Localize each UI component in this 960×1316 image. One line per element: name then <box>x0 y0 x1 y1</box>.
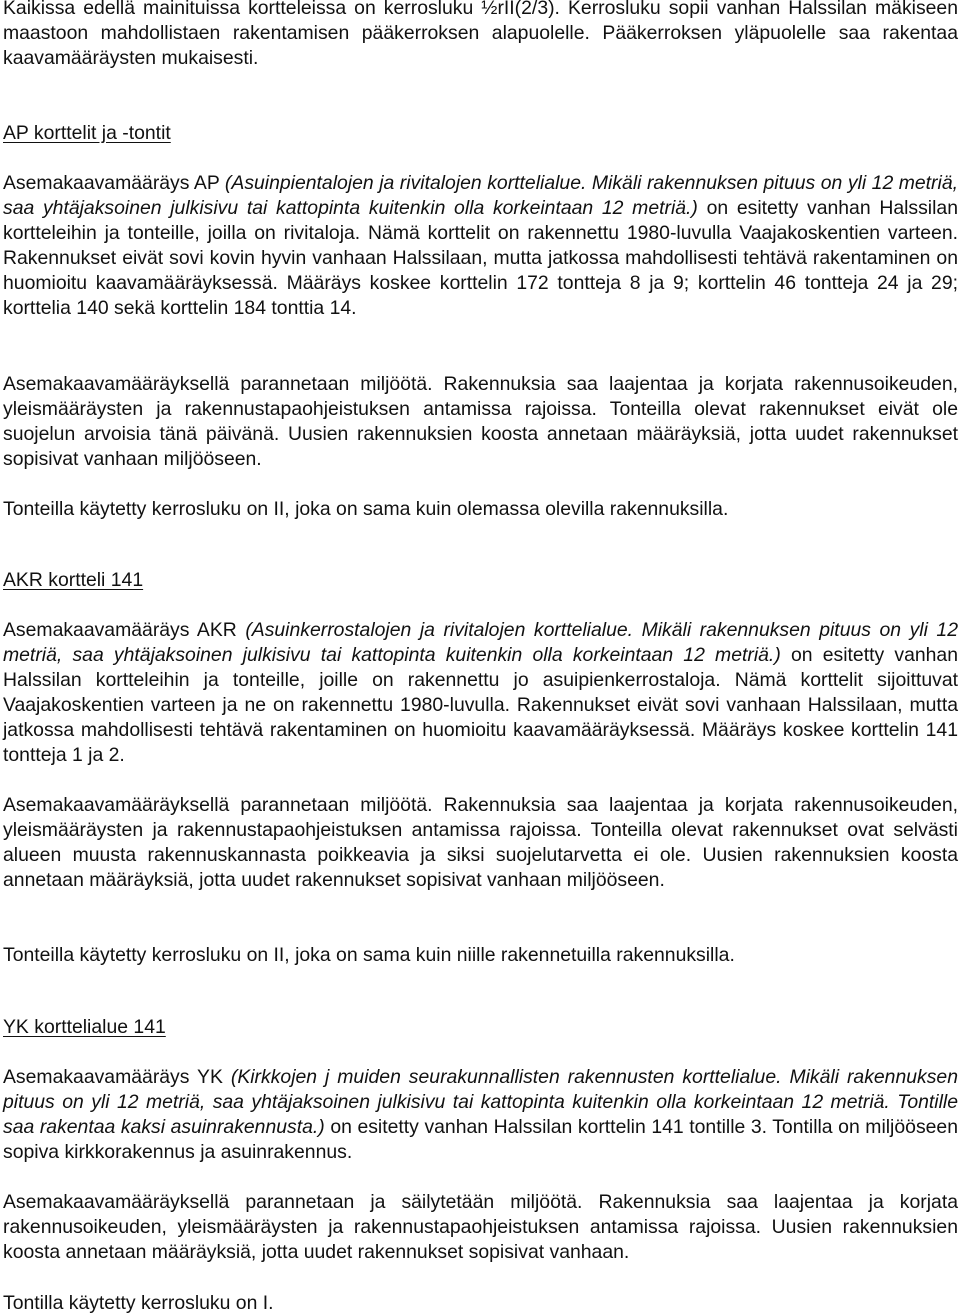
akr-paragraph-2: Asemakaavamääräyksellä parannetaan miljöötä. Rakennuksia saa laajentaa ja korjata rakennusoikeuden, yleismääräysten ja rakennustapaohjeistuksen antamissa rajoissa. Tonteilla olevat rakennukset ovat selvästi alueen muusta rakennuskannasta poikkeavia ja siksi suojelutarvetta ei ole. Uusien rakennuksien koosta annetaan määräyksiä, jotta uudet rakennukset sopisivat vanhaan miljööseen. <box>3 794 958 891</box>
akr-p1-lead: Asemakaavamääräys AKR <box>3 619 246 641</box>
akr-p1-italic: (Asuinkerrostalojen ja rivitalojen korttelialue. Mikäli rakennuksen pituus on yli 12 metriä, saa yhtäjaksoinen julkisivu tai kattopinta kuitenkin olla korkeintaan 12 metriä.) <box>3 619 958 666</box>
akr-heading: AKR kortteli 141 <box>3 569 144 591</box>
akr-p1-rest: on esitetty vanhan Halssilan kortteleihin ja tonteille, joille on rakennettu jo asuipienkerrostaloja. Nämä korttelit sijoittuvat Vaajakoskentien varteen ja ne on rakennettu 1980-luvulla. Rakennukset eivät sovi vanhaan Halssilaan, mutta jatkossa mahdollisesti tehtävä rakentaminen on huomioitu kaavamääräyksessä. Määräys koskee korttelin 141 tontteja 1 ja 2. <box>3 644 958 766</box>
ap-p1-rest: on esitetty vanhan Halssilan kortteleihin ja tonteille, joilla on rivitaloja. Nämä korttelit on rakennettu 1980-luvulla Vaajakoskentien varteen. Rakennukset eivät sovi kovin hyvin vanhaan Halssilaan, mutta jatkossa mahdollisesti tehtävä rakentaminen on huomioitu kaavamääräyksessä. Määräys koskee korttelin 172 tontteja 8 ja 9; korttelin 46 tontteja 24 ja 29; korttelia 140 sekä korttelin 184 tonttia 14. <box>3 197 958 319</box>
akr-paragraph-1 <box>3 618 958 768</box>
yk-p1-italic: (Kirkkojen j muiden seurakunnallisten rakennusten korttelialue. Mikäli rakennuksen pituus on yli 12 metriä, saa yhtäjaksoinen julkisivu tai kattopinta kuitenkin olla korkeintaan 12 metriä. Tontille saa rakentaa kaksi asuinrakennusta.) <box>3 1066 958 1138</box>
ap-paragraph-1 <box>3 171 958 321</box>
ap-p1-italic: (Asuinpientalojen ja rivitalojen korttelialue. Mikäli rakennuksen pituus on yli 12 metriä, saa yhtäjaksoinen julkisivu tai kattopinta kuitenkin olla korkeintaan 12 metriä.) <box>3 172 958 219</box>
ap-paragraph-3: Tonteilla käytetty kerrosluku on II, joka on sama kuin olemassa olevilla rakennuksilla. <box>3 498 729 520</box>
akr-paragraph-3: Tonteilla käytetty kerrosluku on II, joka on sama kuin niille rakennetuilla rakennuksilla. <box>3 944 735 966</box>
ap-heading: AP korttelit ja -tontit <box>3 122 171 144</box>
yk-p1-lead: Asemakaavamääräys YK <box>3 1066 231 1088</box>
ap-paragraph-2: Asemakaavamääräyksellä parannetaan miljöötä. Rakennuksia saa laajentaa ja korjata rakennusoikeuden, yleismääräysten ja rakennustapaohjeistuksen antamissa rajoissa. Tonteilla olevat rakennukset eivät ole suojelun arvoisia tänä päivänä. Uusien rakennuksien koosta annetaan määräyksiä, jotta uudet rakennukset sopisivat vanhaan miljööseen. <box>3 373 958 470</box>
yk-paragraph-3: Tontilla käytetty kerrosluku on I. <box>3 1292 274 1314</box>
yk-p1-rest: on esitetty vanhan Halssilan korttelin 141 tontille 3. Tontilla on miljööseen sopiva kirkkorakennus ja asuinrakennus. <box>3 1116 958 1163</box>
ap-p1-lead: Asemakaavamääräys AP <box>3 172 225 194</box>
yk-paragraph-1 <box>3 1065 958 1165</box>
intro-paragraph: Kaikissa edellä mainituissa kortteleissa on kerrosluku ½rII(2/3). Kerrosluku sopii vanhan Halssilan mäkiseen maastoon mahdollistaen rakentamisen pääkerroksen alapuolelle. Pääkerroksen yläpuolelle saa rakentaa kaavamääräysten mukaisesti. <box>3 0 958 69</box>
yk-heading: YK korttelialue 141 <box>3 1016 166 1038</box>
yk-paragraph-2: Asemakaavamääräyksellä parannetaan ja säilytetään miljöötä. Rakennuksia saa laajentaa ja korjata rakennusoikeuden, yleismääräysten ja rakennustapaohjeistuksen antamissa rajoissa. Uusien rakennuksien koosta annetaan määräyksiä, jotta uudet rakennukset sopisivat vanhaan. <box>3 1191 958 1263</box>
